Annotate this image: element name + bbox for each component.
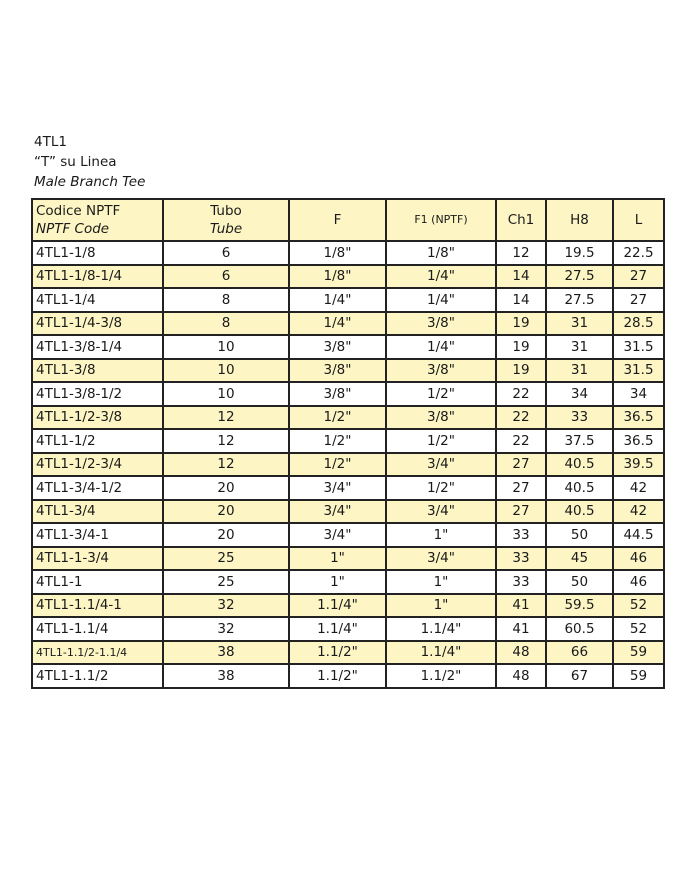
cell-h8: 50 — [546, 523, 613, 547]
cell-f: 1.1/4" — [289, 617, 386, 641]
cell-l: 42 — [613, 476, 664, 500]
cell-ch1: 33 — [496, 547, 546, 571]
table-row — [32, 241, 664, 265]
cell-code: 4TL1-3/4 — [32, 500, 163, 524]
table-row — [32, 359, 664, 383]
cell-ch1: 48 — [496, 641, 546, 665]
cell-f: 1/2" — [289, 453, 386, 477]
cell-f: 1/8" — [289, 265, 386, 289]
cell-code: 4TL1-3/4-1/2 — [32, 476, 163, 500]
cell-h8: 59.5 — [546, 594, 613, 618]
cell-h8: 19.5 — [546, 241, 613, 265]
table-row — [32, 617, 664, 641]
cell-tube: 20 — [163, 476, 289, 500]
cell-ch1: 22 — [496, 429, 546, 453]
cell-f: 1/2" — [289, 406, 386, 430]
dimensions-table — [31, 198, 665, 689]
cell-code: 4TL1-1.1/4-1 — [32, 594, 163, 618]
cell-f1: 3/8" — [386, 312, 496, 336]
cell-ch1: 14 — [496, 265, 546, 289]
cell-tube: 10 — [163, 382, 289, 406]
cell-f: 1.1/2" — [289, 664, 386, 688]
cell-l: 36.5 — [613, 406, 664, 430]
cell-ch1: 12 — [496, 241, 546, 265]
cell-f1: 1" — [386, 570, 496, 594]
table-row — [32, 523, 664, 547]
cell-code: 4TL1-3/4-1 — [32, 523, 163, 547]
cell-ch1: 27 — [496, 476, 546, 500]
cell-f1: 3/4" — [386, 453, 496, 477]
cell-l: 46 — [613, 570, 664, 594]
table-row — [32, 570, 664, 594]
cell-tube: 25 — [163, 570, 289, 594]
cell-f1: 1/8" — [386, 241, 496, 265]
cell-l: 34 — [613, 382, 664, 406]
cell-f1: 1" — [386, 523, 496, 547]
cell-tube: 8 — [163, 312, 289, 336]
cell-tube: 6 — [163, 265, 289, 289]
cell-f1: 1/2" — [386, 429, 496, 453]
cell-h8: 34 — [546, 382, 613, 406]
cell-h8: 67 — [546, 664, 613, 688]
cell-f: 3/4" — [289, 476, 386, 500]
cell-ch1: 22 — [496, 382, 546, 406]
cell-h8: 31 — [546, 359, 613, 383]
cell-f: 3/4" — [289, 500, 386, 524]
cell-l: 59 — [613, 664, 664, 688]
cell-f: 1/4" — [289, 312, 386, 336]
cell-h8: 60.5 — [546, 617, 613, 641]
cell-tube: 38 — [163, 641, 289, 665]
cell-f: 1/4" — [289, 288, 386, 312]
cell-f: 1.1/4" — [289, 594, 386, 618]
cell-h8: 50 — [546, 570, 613, 594]
table-row — [32, 429, 664, 453]
table-header-row — [32, 199, 664, 241]
cell-code: 4TL1-1/4 — [32, 288, 163, 312]
cell-ch1: 27 — [496, 453, 546, 477]
cell-l: 31.5 — [613, 359, 664, 383]
cell-code: 4TL1-1/2 — [32, 429, 163, 453]
table-row — [32, 453, 664, 477]
cell-f1: 1/4" — [386, 288, 496, 312]
cell-tube: 38 — [163, 664, 289, 688]
cell-f1: 1" — [386, 594, 496, 618]
col-header-tube — [163, 199, 289, 241]
col-header-code-it: Codice NPTF — [36, 203, 121, 219]
cell-f: 1.1/2" — [289, 641, 386, 665]
product-name-english: Male Branch Tee — [34, 174, 146, 190]
table-row — [32, 547, 664, 571]
cell-ch1: 14 — [496, 288, 546, 312]
cell-f1: 1.1/4" — [386, 617, 496, 641]
cell-tube: 10 — [163, 335, 289, 359]
cell-ch1: 27 — [496, 500, 546, 524]
cell-code: 4TL1-1/8-1/4 — [32, 265, 163, 289]
cell-f: 3/8" — [289, 335, 386, 359]
cell-code: 4TL1-1/8 — [32, 241, 163, 265]
cell-tube: 12 — [163, 453, 289, 477]
cell-f: 1" — [289, 570, 386, 594]
col-header-tube-it: Tubo — [210, 203, 242, 219]
cell-tube: 25 — [163, 547, 289, 571]
cell-code: 4TL1-1 — [32, 570, 163, 594]
cell-h8: 27.5 — [546, 265, 613, 289]
cell-code: 4TL1-1.1/4 — [32, 617, 163, 641]
table-row — [32, 406, 664, 430]
cell-l: 44.5 — [613, 523, 664, 547]
table-row — [32, 664, 664, 688]
cell-code: 4TL1-1/4-3/8 — [32, 312, 163, 336]
cell-h8: 27.5 — [546, 288, 613, 312]
cell-tube: 12 — [163, 406, 289, 430]
cell-f: 3/8" — [289, 382, 386, 406]
cell-h8: 66 — [546, 641, 613, 665]
cell-l: 27 — [613, 288, 664, 312]
cell-ch1: 33 — [496, 570, 546, 594]
cell-l: 42 — [613, 500, 664, 524]
cell-l: 52 — [613, 617, 664, 641]
cell-tube: 32 — [163, 594, 289, 618]
cell-ch1: 41 — [496, 594, 546, 618]
cell-l: 39.5 — [613, 453, 664, 477]
cell-f1: 1.1/4" — [386, 641, 496, 665]
table-row — [32, 265, 664, 289]
cell-l: 46 — [613, 547, 664, 571]
cell-tube: 10 — [163, 359, 289, 383]
cell-l: 28.5 — [613, 312, 664, 336]
cell-code: 4TL1-3/8-1/2 — [32, 382, 163, 406]
cell-f: 1" — [289, 547, 386, 571]
cell-code: 4TL1-1.1/2 — [32, 664, 163, 688]
table-row — [32, 500, 664, 524]
col-header-tube-en: Tube — [209, 221, 243, 237]
cell-f: 1/8" — [289, 241, 386, 265]
cell-f: 3/4" — [289, 523, 386, 547]
cell-ch1: 19 — [496, 359, 546, 383]
table-row — [32, 382, 664, 406]
cell-f1: 1.1/2" — [386, 664, 496, 688]
cell-h8: 37.5 — [546, 429, 613, 453]
cell-l: 22.5 — [613, 241, 664, 265]
cell-h8: 31 — [546, 335, 613, 359]
cell-h8: 45 — [546, 547, 613, 571]
cell-h8: 33 — [546, 406, 613, 430]
cell-l: 36.5 — [613, 429, 664, 453]
table-row — [32, 335, 664, 359]
cell-code: 4TL1-1-3/4 — [32, 547, 163, 571]
cell-h8: 40.5 — [546, 476, 613, 500]
cell-l: 31.5 — [613, 335, 664, 359]
cell-code: 4TL1-3/8 — [32, 359, 163, 383]
cell-f1: 3/8" — [386, 359, 496, 383]
col-header-code-en: NPTF Code — [36, 221, 110, 237]
product-name-italian: “T” su Linea — [34, 154, 117, 170]
cell-f1: 1/4" — [386, 265, 496, 289]
product-heading — [34, 132, 145, 192]
cell-ch1: 22 — [496, 406, 546, 430]
cell-code: 4TL1-1/2-3/4 — [32, 453, 163, 477]
table-row — [32, 594, 664, 618]
cell-l: 27 — [613, 265, 664, 289]
product-code: 4TL1 — [34, 134, 67, 150]
cell-code: 4TL1-1.1/2-1.1/4 — [32, 641, 163, 665]
cell-ch1: 41 — [496, 617, 546, 641]
cell-f1: 3/4" — [386, 500, 496, 524]
cell-h8: 40.5 — [546, 500, 613, 524]
table-row — [32, 288, 664, 312]
cell-f: 1/2" — [289, 429, 386, 453]
cell-f1: 1/4" — [386, 335, 496, 359]
col-header-h8: H8 — [546, 199, 613, 241]
cell-ch1: 19 — [496, 335, 546, 359]
cell-ch1: 19 — [496, 312, 546, 336]
cell-tube: 20 — [163, 523, 289, 547]
col-header-f: F — [289, 199, 386, 241]
cell-h8: 40.5 — [546, 453, 613, 477]
col-header-l: L — [613, 199, 664, 241]
cell-h8: 31 — [546, 312, 613, 336]
col-header-ch1: Ch1 — [496, 199, 546, 241]
cell-f1: 3/8" — [386, 406, 496, 430]
cell-f1: 3/4" — [386, 547, 496, 571]
cell-tube: 8 — [163, 288, 289, 312]
cell-l: 59 — [613, 641, 664, 665]
cell-ch1: 48 — [496, 664, 546, 688]
cell-tube: 32 — [163, 617, 289, 641]
cell-code: 4TL1-1/2-3/8 — [32, 406, 163, 430]
cell-ch1: 33 — [496, 523, 546, 547]
col-header-f1: F1 (NPTF) — [386, 199, 496, 241]
table-row — [32, 641, 664, 665]
cell-l: 52 — [613, 594, 664, 618]
cell-f: 3/8" — [289, 359, 386, 383]
col-header-code — [32, 199, 163, 241]
cell-tube: 20 — [163, 500, 289, 524]
cell-f1: 1/2" — [386, 476, 496, 500]
cell-tube: 12 — [163, 429, 289, 453]
cell-code: 4TL1-3/8-1/4 — [32, 335, 163, 359]
cell-tube: 6 — [163, 241, 289, 265]
cell-f1: 1/2" — [386, 382, 496, 406]
table-row — [32, 476, 664, 500]
table-row — [32, 312, 664, 336]
